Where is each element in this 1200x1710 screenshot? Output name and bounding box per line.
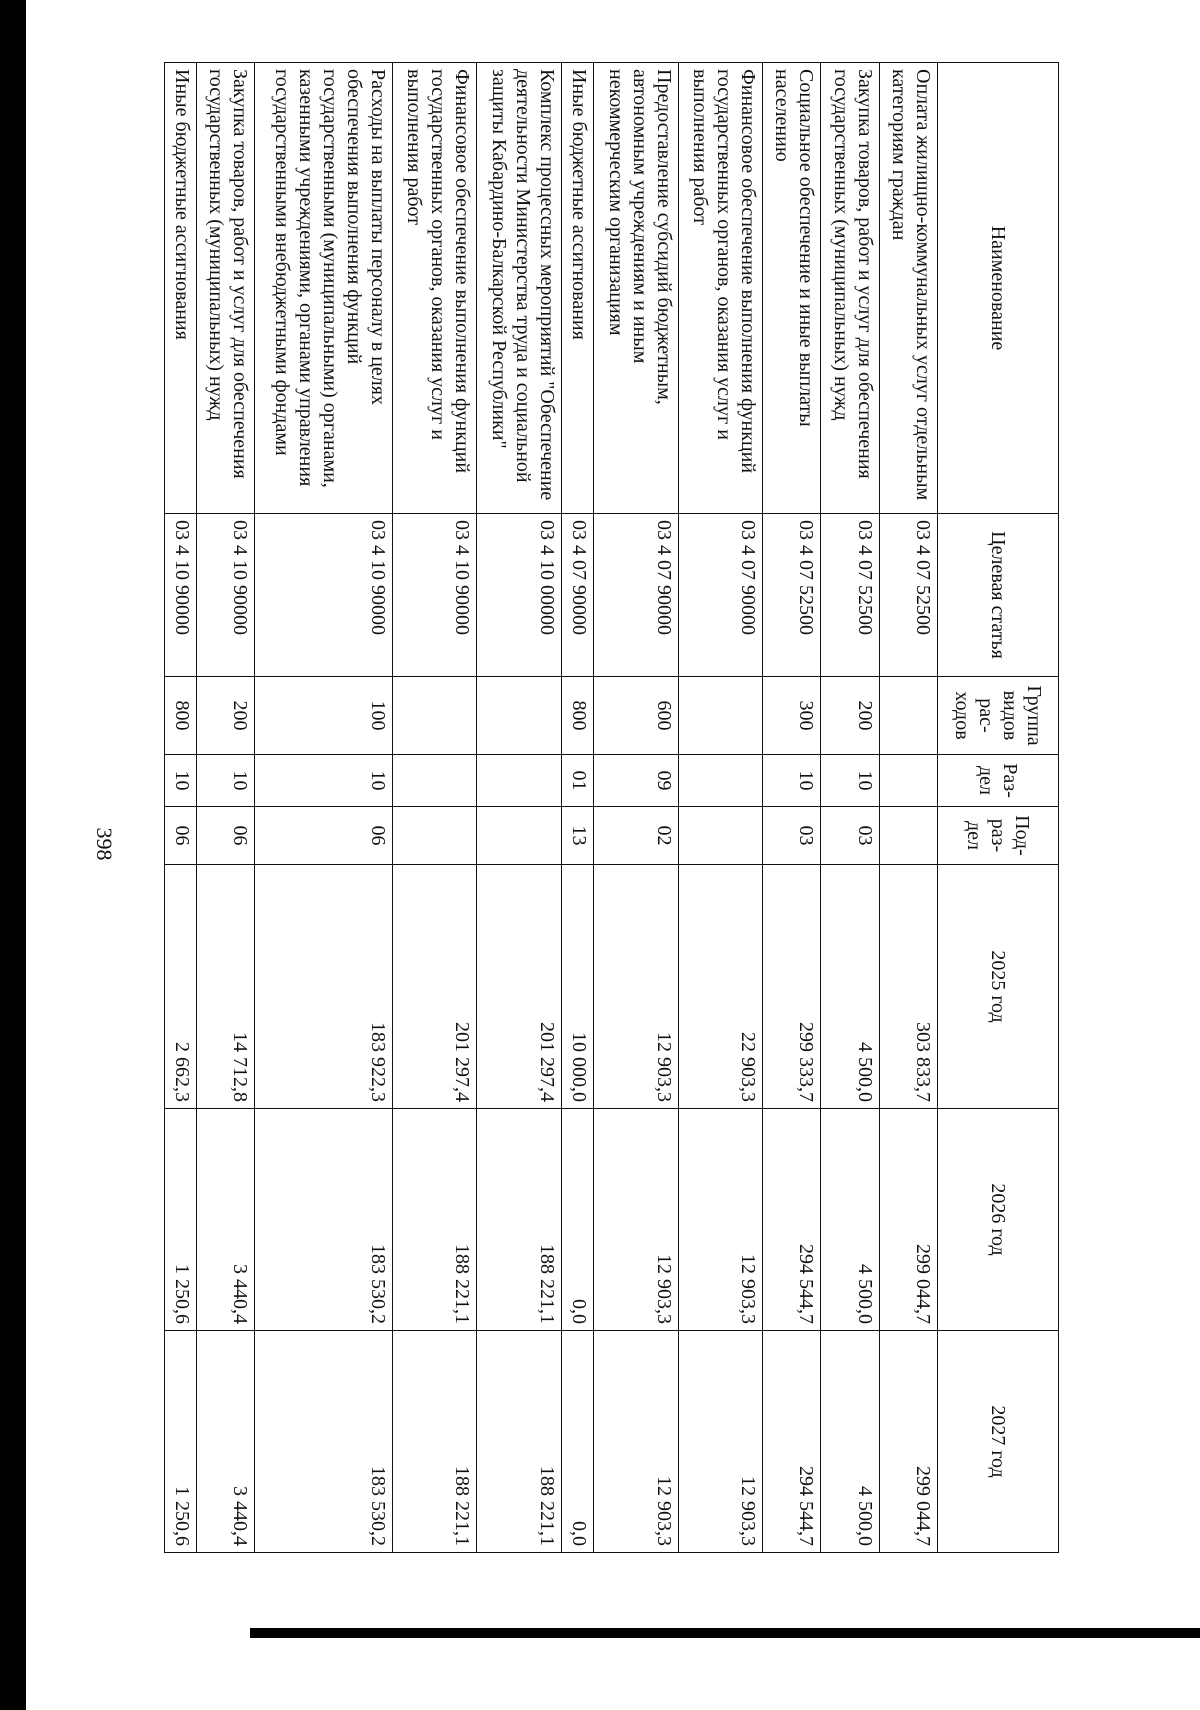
- row-subsection: [392, 807, 477, 865]
- row-code: 03 4 10 90000: [197, 514, 255, 677]
- row-2027: 12 903,3: [678, 1331, 763, 1553]
- budget-table-rotated: [164, 62, 1059, 1552]
- row-section: 10: [763, 755, 821, 807]
- row-group: 200: [197, 677, 255, 755]
- table-row: [197, 63, 255, 1553]
- row-2026: 294 544,7: [763, 1109, 821, 1331]
- row-section: 10: [165, 755, 197, 807]
- header-group: Группа видов рас-ходов: [938, 677, 1059, 755]
- row-2026: 3 440,4: [197, 1109, 255, 1331]
- table-row: [255, 63, 392, 1553]
- row-2027: 188 221,1: [477, 1331, 562, 1553]
- row-2026: 12 903,3: [678, 1109, 763, 1331]
- row-code: 03 4 10 90000: [392, 514, 477, 677]
- row-group: [392, 677, 477, 755]
- row-name: Иные бюджетные ассигнования: [165, 63, 197, 514]
- row-section: 10: [821, 755, 879, 807]
- scan-edge-left: [0, 0, 26, 1710]
- table-row: [821, 63, 879, 1553]
- row-2027: 0,0: [562, 1331, 594, 1553]
- header-2027: 2027 год: [938, 1331, 1059, 1553]
- row-name: Комплекс процессных мероприятий "Обеспечение деятельности Министерства труда и социальной защиты Кабардино-Балкарской Республики": [477, 63, 562, 514]
- row-2025: 2 662,3: [165, 865, 197, 1109]
- header-subsection: Под-раз-дел: [938, 807, 1059, 865]
- row-subsection: [678, 807, 763, 865]
- row-code: 03 4 07 52500: [879, 514, 937, 677]
- row-2027: 1 250,6: [165, 1331, 197, 1553]
- row-2025: 22 903,3: [678, 865, 763, 1109]
- table-row: [562, 63, 594, 1553]
- row-name: Закупка товаров, работ и услуг для обеспечения государственных (муниципальных) нужд: [821, 63, 879, 514]
- row-name: Финансовое обеспечение выполнения функций государственных органов, оказания услуг и выполнения работ: [392, 63, 477, 514]
- row-2027: 12 903,3: [593, 1331, 678, 1553]
- row-subsection: 06: [197, 807, 255, 865]
- row-2025: 12 903,3: [593, 865, 678, 1109]
- table-row: [678, 63, 763, 1553]
- row-group: 200: [821, 677, 879, 755]
- row-code: 03 4 10 90000: [165, 514, 197, 677]
- row-name: Иные бюджетные ассигнования: [562, 63, 594, 514]
- header-section: Раз-дел: [938, 755, 1059, 807]
- row-2025: 183 922,3: [255, 865, 392, 1109]
- header-name: Наименование: [938, 63, 1059, 514]
- row-subsection: 02: [593, 807, 678, 865]
- row-2025: 201 297,4: [477, 865, 562, 1109]
- row-section: [477, 755, 562, 807]
- row-group: [879, 677, 937, 755]
- table-header-row: [938, 63, 1059, 1553]
- row-2026: 4 500,0: [821, 1109, 879, 1331]
- row-section: [678, 755, 763, 807]
- row-subsection: [477, 807, 562, 865]
- row-subsection: 03: [821, 807, 879, 865]
- row-code: 03 4 10 90000: [255, 514, 392, 677]
- table-row: [593, 63, 678, 1553]
- table-row: [879, 63, 937, 1553]
- row-subsection: 13: [562, 807, 594, 865]
- row-code: 03 4 10 00000: [477, 514, 562, 677]
- row-2026: 12 903,3: [593, 1109, 678, 1331]
- row-section: [879, 755, 937, 807]
- row-name: Закупка товаров, работ и услуг для обеспечения государственных (муниципальных) нужд: [197, 63, 255, 514]
- row-section: 10: [255, 755, 392, 807]
- row-2026: 188 221,1: [477, 1109, 562, 1331]
- row-subsection: 03: [763, 807, 821, 865]
- header-2026: 2026 год: [938, 1109, 1059, 1331]
- table-row: [392, 63, 477, 1553]
- row-2027: 3 440,4: [197, 1331, 255, 1553]
- row-name: Предоставление субсидий бюджетным, автономным учреждениям и иным некоммерческим организациям: [593, 63, 678, 514]
- row-group: [477, 677, 562, 755]
- table-row: [165, 63, 197, 1553]
- row-2027: 294 544,7: [763, 1331, 821, 1553]
- row-2025: 4 500,0: [821, 865, 879, 1109]
- row-group: 600: [593, 677, 678, 755]
- row-subsection: 06: [165, 807, 197, 865]
- row-subsection: [879, 807, 937, 865]
- table-row: [477, 63, 562, 1553]
- row-section: [392, 755, 477, 807]
- row-group: [678, 677, 763, 755]
- row-group: 800: [165, 677, 197, 755]
- row-code: 03 4 07 90000: [678, 514, 763, 677]
- row-2025: 201 297,4: [392, 865, 477, 1109]
- row-name: Социальное обеспечение и иные выплаты населению: [763, 63, 821, 514]
- row-2025: 303 833,7: [879, 865, 937, 1109]
- row-code: 03 4 07 90000: [593, 514, 678, 677]
- header-2025: 2025 год: [938, 865, 1059, 1109]
- budget-table: [164, 62, 1059, 1553]
- row-2027: 4 500,0: [821, 1331, 879, 1553]
- row-group: 800: [562, 677, 594, 755]
- row-2025: 299 333,7: [763, 865, 821, 1109]
- row-2026: 0,0: [562, 1109, 594, 1331]
- row-2026: 1 250,6: [165, 1109, 197, 1331]
- row-section: 10: [197, 755, 255, 807]
- row-name: Оплата жилищно-коммунальных услуг отдельным категориям граждан: [879, 63, 937, 514]
- row-2026: 299 044,7: [879, 1109, 937, 1331]
- row-2027: 183 530,2: [255, 1331, 392, 1553]
- row-code: 03 4 07 90000: [562, 514, 594, 677]
- row-section: 09: [593, 755, 678, 807]
- table-row: [763, 63, 821, 1553]
- row-2027: 299 044,7: [879, 1331, 937, 1553]
- row-code: 03 4 07 52500: [763, 514, 821, 677]
- row-2025: 10 000,0: [562, 865, 594, 1109]
- row-2025: 14 712,8: [197, 865, 255, 1109]
- page-number: 398: [92, 827, 117, 861]
- header-code: Целевая статья: [938, 514, 1059, 677]
- row-group: 100: [255, 677, 392, 755]
- row-2026: 188 221,1: [392, 1109, 477, 1331]
- scan-edge-bottom: [250, 1628, 1200, 1638]
- row-code: 03 4 07 52500: [821, 514, 879, 677]
- row-section: 01: [562, 755, 594, 807]
- row-subsection: 06: [255, 807, 392, 865]
- row-2026: 183 530,2: [255, 1109, 392, 1331]
- row-group: 300: [763, 677, 821, 755]
- row-name: Расходы на выплаты персоналу в целях обеспечения выполнения функций государственными (муниципальными) органами, казенными учреждениями, органами управления государственными внебюджетными фондами: [255, 63, 392, 514]
- row-2027: 188 221,1: [392, 1331, 477, 1553]
- row-name: Финансовое обеспечение выполнения функций государственных органов, оказания услуг и выполнения работ: [678, 63, 763, 514]
